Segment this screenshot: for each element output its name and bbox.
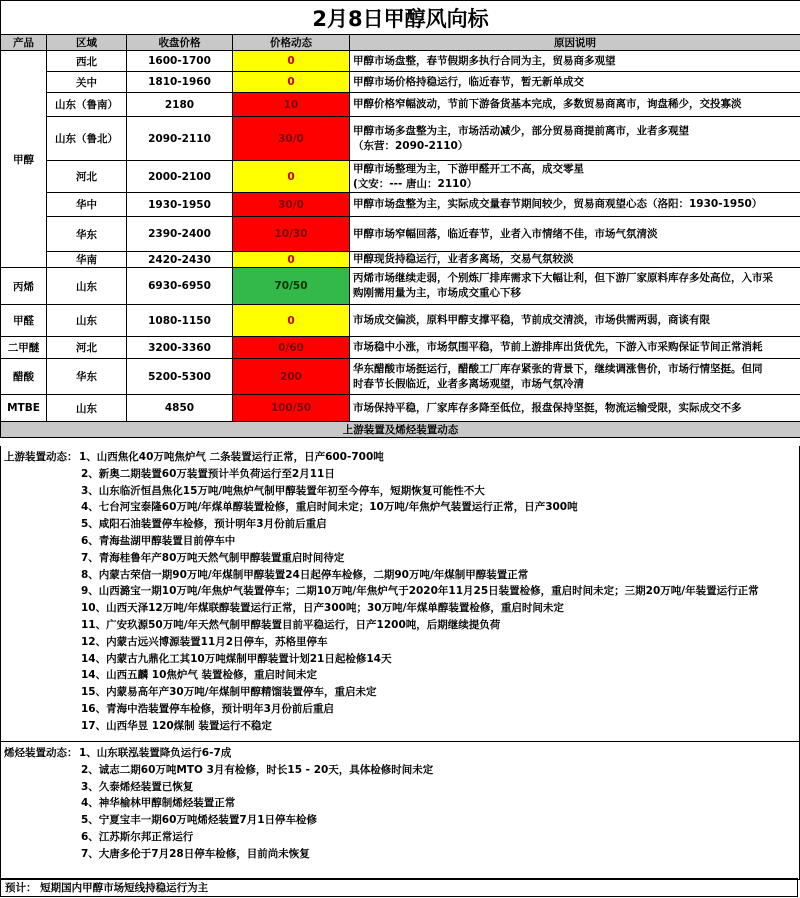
table-row [1,93,800,117]
reason-cell [350,252,800,268]
notes-item: 9、山西潞宝一期10万吨/年焦炉气装置停车；二期10万吨/年焦炉气于2020年11月25日装置检修，重启时间未定；三期20万吨/年装置运行正常 [81,585,759,598]
notes-item: 8、内蒙古荣信一期90万吨/年煤制甲醇装置24日起停车检修，二期90万吨/年煤制甲醇装置正常 [81,568,529,581]
table-row [1,161,800,193]
reason-cell [350,337,800,359]
notes-item: 3、久泰烯烃装置已恢复 [81,780,194,793]
olefin-notes [0,741,800,880]
notes-item: 7、青海桂鲁年产80万吨天然气制甲醇装置重启时间待定 [81,551,345,564]
header-change: 价格动态 [233,35,350,51]
notes-item: 14、内蒙古九鼎化工其10万吨煤制甲醇装置计划21日起检修14天 [81,652,392,665]
table-row [1,305,800,337]
reason-cell [350,161,800,193]
region-cell: 河北 [47,337,127,359]
notes-item: 17、山西华昱 120煤制 装置运行不稳定 [81,719,272,732]
reason-line: 甲醇价格窄幅波动，节前下游备货基本完成，多数贸易商离市，询盘稀少，交投寡淡 [353,98,742,110]
notes-item: 14、山西五麟 10焦炉气 装置检修，重启时间未定 [81,669,318,682]
table-header [1,35,800,51]
change-cell: 200 [233,359,350,395]
table-row [1,51,800,72]
product-cell: 醋酸 [1,359,47,395]
region-cell: 华东 [47,359,127,395]
change-cell: 0 [233,161,350,193]
reason-cell [350,217,800,252]
table-row [1,72,800,93]
price-cell: 1080-1150 [127,305,233,337]
change-cell: 0 [233,305,350,337]
price-cell: 4850 [127,395,233,422]
product-cell: MTBE [1,395,47,422]
notes-item: 6、青海盐湖甲醇装置目前停车中 [81,535,236,547]
change-cell: 70/50 [233,268,350,305]
region-cell: 山东 [47,305,127,337]
change-cell: 10 [233,93,350,117]
notes-item: 16、青海中浩装置停车检修，预计明年3月份前后重启 [81,703,334,715]
upstream-notes [0,446,800,742]
notes-item: 5、宁夏宝丰一期60万吨烯烃装置7月1日停车检修 [81,814,318,827]
notes-item: 3、山东临沂恒昌焦化15万吨/吨焦炉气制甲醇装置年初至今停车，短期恢复可能性不大 [81,484,485,497]
change-cell: 100/50 [233,395,350,422]
table-row [1,268,800,305]
region-cell: 华南 [47,252,127,268]
header-reason: 原因说明 [350,35,800,51]
reason-cell [350,51,800,72]
price-cell: 1600-1700 [127,51,233,72]
region-cell: 华东 [47,217,127,252]
notes-item: 2、新奥二期装置60万装置预计半负荷运行至2月11日 [81,467,335,480]
region-cell: 西北 [47,51,127,72]
header-region: 区域 [47,35,127,51]
notes-item: 10、山西天泽12万吨/年煤联醇装置运行正常，日产300吨；30万吨/年煤单醇装置检修，重启时间未定 [81,602,564,615]
reason-line: 市场成交偏淡，原料甲醇支撑平稳，节前成交清淡，市场供需两弱，商谈有限 [353,314,710,326]
reason-line: (文安：--- 唐山：2110） [353,177,478,190]
reason-cell [350,359,800,395]
reason-line: 甲醇市场窄幅回落，临近春节，业者入市情绪不佳，市场气氛清淡 [353,227,658,240]
notes-label: 上游装置动态： [4,451,78,463]
reason-line: 购刚需用量为主，市场成交重心下移 [353,287,521,299]
product-cell: 甲醇 [1,51,47,268]
product-cell: 丙烯 [1,268,47,305]
reason-cell [350,305,800,337]
reason-line: 时春节长假临近，业者多离场观望，市场气氛冷清 [353,377,584,390]
change-cell: 0 [233,252,350,268]
notes-item: 4、神华榆林甲醇制烯烃装置正常 [81,797,236,810]
reason-cell [350,193,800,217]
reason-cell [350,117,800,161]
table-row [1,359,800,395]
notes-label: 烯烃装置动态： [4,747,78,759]
table-row [1,252,800,268]
reason-cell [350,72,800,93]
price-cell: 2390-2400 [127,217,233,252]
region-cell: 华中 [47,193,127,217]
price-cell: 3200-3360 [127,337,233,359]
change-cell: 30/0 [233,117,350,161]
table-row [1,337,800,359]
price-table [0,0,800,438]
product-cell: 甲醛 [1,305,47,337]
table-row [1,217,800,252]
reason-line: 市场稳中小涨，市场氛围平稳，节前上游排库出货优先，下游入市采购保证节间正常消耗 [353,341,763,353]
header-price: 收盘价格 [127,35,233,51]
price-cell: 5200-5300 [127,359,233,395]
price-cell: 1930-1950 [127,193,233,217]
change-cell: 0/60 [233,337,350,359]
notes-item: 2、诚志二期60万吨MTO 3月有检修，时长15 - 20天，具体检修时间未定 [81,763,434,776]
reason-cell [350,93,800,117]
reason-line: 丙烯市场继续走弱，个别炼厂排库需求下大幅让利，但下游厂家原料库存多处高位，入市采 [353,272,773,284]
table-row [1,193,800,217]
change-cell: 0 [233,51,350,72]
reason-line: 甲醇市场盘整，春节假期多执行合同为主，贸易商多观望 [353,54,616,67]
notes-item: 7、大唐多伦于7月28日停车检修，目前尚未恢复 [81,847,310,860]
reason-line: 甲醇现货持稳运行，业者多离场，交易气氛较淡 [353,253,574,265]
page-title: 2月8日甲醇风向标 [1,1,800,35]
notes-item: 12、内蒙古远兴博源装置11月2日停车，苏格里停车 [81,635,328,648]
section-header [1,422,800,438]
reason-cell [350,268,800,305]
change-cell: 10/30 [233,217,350,252]
price-cell: 2090-2110 [127,117,233,161]
price-cell: 2180 [127,93,233,117]
region-cell: 山东 [47,268,127,305]
reason-line: 甲醇市场多盘整为主，市场活动减少，部分贸易商提前离市，业者多观望 [353,124,689,137]
reason-line: 市场保持平稳，厂家库存多降至低位，报盘保持坚挺，物流运输受限，实际成交不多 [353,401,742,414]
price-cell: 2000-2100 [127,161,233,193]
table-row [1,117,800,161]
notes-item: 5、咸阳石油装置停车检修，预计明年3月份前后重启 [81,518,327,531]
price-cell: 2420-2430 [127,252,233,268]
reason-line: 甲醇市场整理为主，下游甲醛开工不高，成交零星 [353,162,584,175]
price-cell: 6930-6950 [127,268,233,305]
table-row [1,395,800,422]
forecast-line: 预计： 短期国内甲醇市场短线持稳运行为主 [0,878,798,897]
reason-line: （东营：2090-2110） [353,139,469,152]
change-cell: 0 [233,72,350,93]
reason-line: 甲醇市场价格持稳运行，临近春节，暂无新单成交 [353,75,584,88]
notes-item: 4、七台河宝泰隆60万吨/年煤单醇装置检修，重启时间未定；10万吨/年焦炉气装置运行正常，日产300吨 [81,501,578,514]
notes-item: 6、江苏斯尔邦正常运行 [81,831,194,843]
region-cell: 山东 [47,395,127,422]
notes-item: 11、广安玖源50万吨/年天然气制甲醇装置目前平稳运行，日产1200吨，后期继续提负荷 [81,619,501,631]
region-cell: 山东（鲁南） [47,93,127,117]
price-cell: 1810-1960 [127,72,233,93]
notes-item: 15、内蒙易高年产30万吨/年煤制甲醇精馏装置停车，重启未定 [81,686,377,699]
region-cell: 河北 [47,161,127,193]
header-product: 产品 [1,35,47,51]
notes-item: 1、山东联泓装置降负运行6-7成 [79,747,232,759]
reason-line: 甲醇市场盘整为主，实际成交量春节期间较少，贸易商观望心态（洛阳：1930-1950） [353,198,763,210]
reason-line: 华东醋酸市场挺运行，醋酸工厂库存紧张的背景下，继续调涨售价，市场行情坚挺。但同 [353,362,763,375]
reason-cell [350,395,800,422]
section-title: 上游装置及烯烃装置动态 [1,422,800,438]
product-cell: 二甲醚 [1,337,47,359]
region-cell: 山东（鲁北） [47,117,127,161]
region-cell: 关中 [47,72,127,93]
notes-item: 1、山西焦化40万吨焦炉气 二条装置运行正常，日产600-700吨 [79,451,384,463]
change-cell: 30/0 [233,193,350,217]
